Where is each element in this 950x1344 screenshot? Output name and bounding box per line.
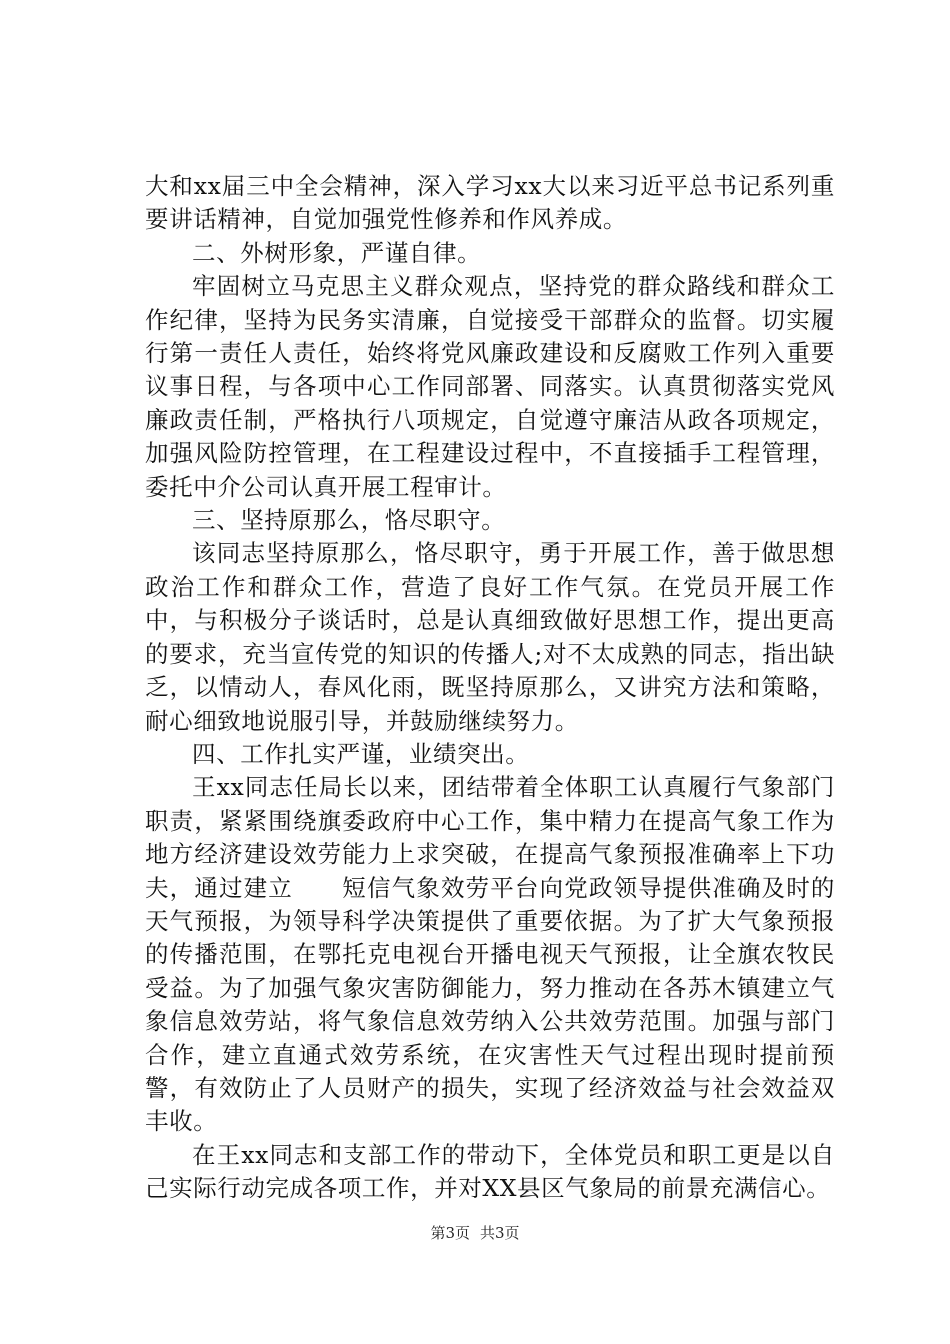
page-number: 第3页 [430, 1224, 470, 1242]
paragraph-conclusion: 在王xx同志和支部工作的带动下，全体党员和职工更是以自己实际行动完成各项工作，并对XX县区气象局的前景充满信心。 [145, 1140, 835, 1203]
section-heading-2: 二、外树形象，严谨自律。 [192, 238, 482, 267]
document-body [145, 170, 835, 1206]
page-footer [0, 1222, 950, 1243]
section-heading-4: 四、工作扎实严谨，业绩突出。 [192, 739, 530, 768]
page-total: 共3页 [480, 1224, 520, 1242]
paragraph-continuation: 大和xx届三中全会精神，深入学习xx大以来习近平总书记系列重要讲话精神，自觉加强党性修养和作风养成。 [145, 172, 835, 234]
section-heading-3: 三、坚持原那么，恪尽职守。 [192, 506, 506, 535]
paragraph-discipline: 牢固树立马克思主义群众观点，坚持党的群众路线和群众工作纪律，坚持为民务实清廉，自觉接受干部群众的监督。切实履行第一责任人责任，始终将党风廉政建设和反腐败工作列入重要议事日程，与各项中心工作同部署、同落实。认真贯彻落实党风廉政责任制，严格执行八项规定，自觉遵守廉洁从政各项规定，加强风险防控管理，在工程建设过程中，不直接插手工程管理，委托中介公司认真开展工程审计。 [145, 272, 835, 501]
paragraph-achievements: 王xx同志任局长以来，团结带着全体职工认真履行气象部门职责，紧紧围绕旗委政府中心工作，集中精力在提高气象工作为地方经济建设效劳能力上求突破，在提高气象预报准确率上下功夫，通过建立 短信气象效劳平台向党政领导提供准确及时的天气预报，为领导科学决策提供了重要依据。为了扩大气象预报的传播范围，在鄂托克电视台开播电视天气预报，让全旗农牧民受益。为了加强气象灾害防御能力，努力推动在各苏木镇建立气象信息效劳站，将气象信息效劳纳入公共效劳范围。加强与部门合作，建立直通式效劳系统，在灾害性天气过程出现时提前预警，有效防止了人员财产的损失，实现了经济效益与社会效益双丰收。 [145, 773, 835, 1136]
paragraph-principles: 该同志坚持原那么，恪尽职守，勇于开展工作，善于做思想政治工作和群众工作，营造了良好工作气氛。在党员开展工作中，与积极分子谈话时，总是认真细致做好思想工作，提出更高的要求，充当宣传党的知识的传播人;对不太成熟的同志，指出缺乏，以情动人，春风化雨，既坚持原那么，又讲究方法和策略，耐心细致地说服引导，并鼓励继续努力。 [145, 539, 835, 735]
